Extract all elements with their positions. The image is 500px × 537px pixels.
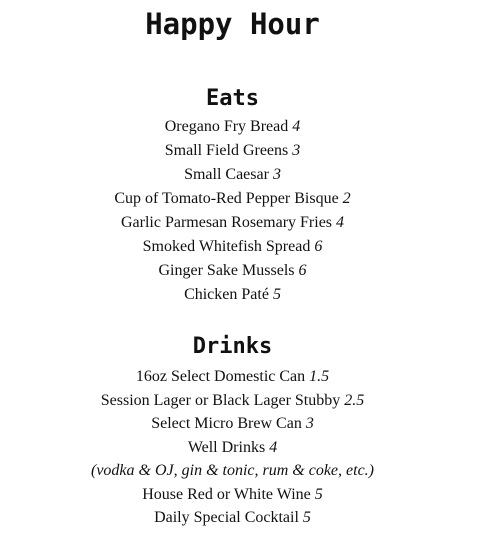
menu-item-small-field-greens [0,139,465,163]
item-name: House Red or White Wine [142,485,311,503]
item-name: Smoked Whitefish Spread [142,238,311,255]
eats-list [0,115,465,307]
item-name: Garlic Parmesan Rosemary Fries [120,214,333,231]
well-drinks-note: (vodka & OJ, gin & tonic, rum & coke, etc.) [90,462,375,479]
menu-item-sake-mussels [0,259,465,283]
menu-item-well-drinks [0,436,465,460]
menu-item-oregano-fry-bread [0,115,465,139]
menu-item-lager-stubby [0,389,465,413]
item-name: Ginger Sake Mussels [158,262,295,279]
menu-item-whitefish-spread [0,235,465,259]
item-price: 4 [269,438,278,456]
item-name: Select Micro Brew Can [151,415,302,432]
menu-item-small-caesar [0,163,465,187]
item-name: Small Caesar [184,166,269,183]
item-price: 3 [292,142,301,159]
item-price: 2 [342,190,351,207]
drinks-heading: Drinks [192,334,273,359]
item-name: Chicken Paté [184,286,269,303]
item-price: 3 [305,415,314,432]
item-name: Cup of Tomato-Red Pepper Bisque [114,190,339,207]
menu-item-tomato-bisque [0,187,465,211]
item-price: 5 [314,485,323,503]
menu-item-domestic-can [0,365,465,389]
menu-item-rosemary-fries [0,211,465,235]
item-price: 6 [314,238,323,255]
item-name: Well Drinks [187,438,266,456]
page-title: Happy Hour [145,7,320,41]
item-price: 3 [272,166,281,183]
menu-item-chicken-pate [0,283,465,307]
item-price: 5 [272,286,281,303]
item-price: 4 [292,118,301,135]
drinks-list [0,365,465,530]
item-price: 1.5 [309,368,330,385]
item-name: 16oz Select Domestic Can [135,368,306,385]
item-name: Small Field Greens [164,142,289,159]
menu-item-micro-brew-can [0,412,465,436]
item-name: Oregano Fry Bread [164,118,289,135]
item-name: Daily Special Cocktail [154,509,299,526]
item-price: 2.5 [344,391,365,409]
eats-heading: Eats [206,86,259,111]
item-price: 6 [298,262,307,279]
menu-item-house-wine [0,483,465,507]
item-name: Session Lager or Black Lager Stubby [100,391,341,409]
menu-item-special-cocktail [0,506,465,530]
item-price: 5 [302,509,311,526]
item-price: 4 [336,214,345,231]
